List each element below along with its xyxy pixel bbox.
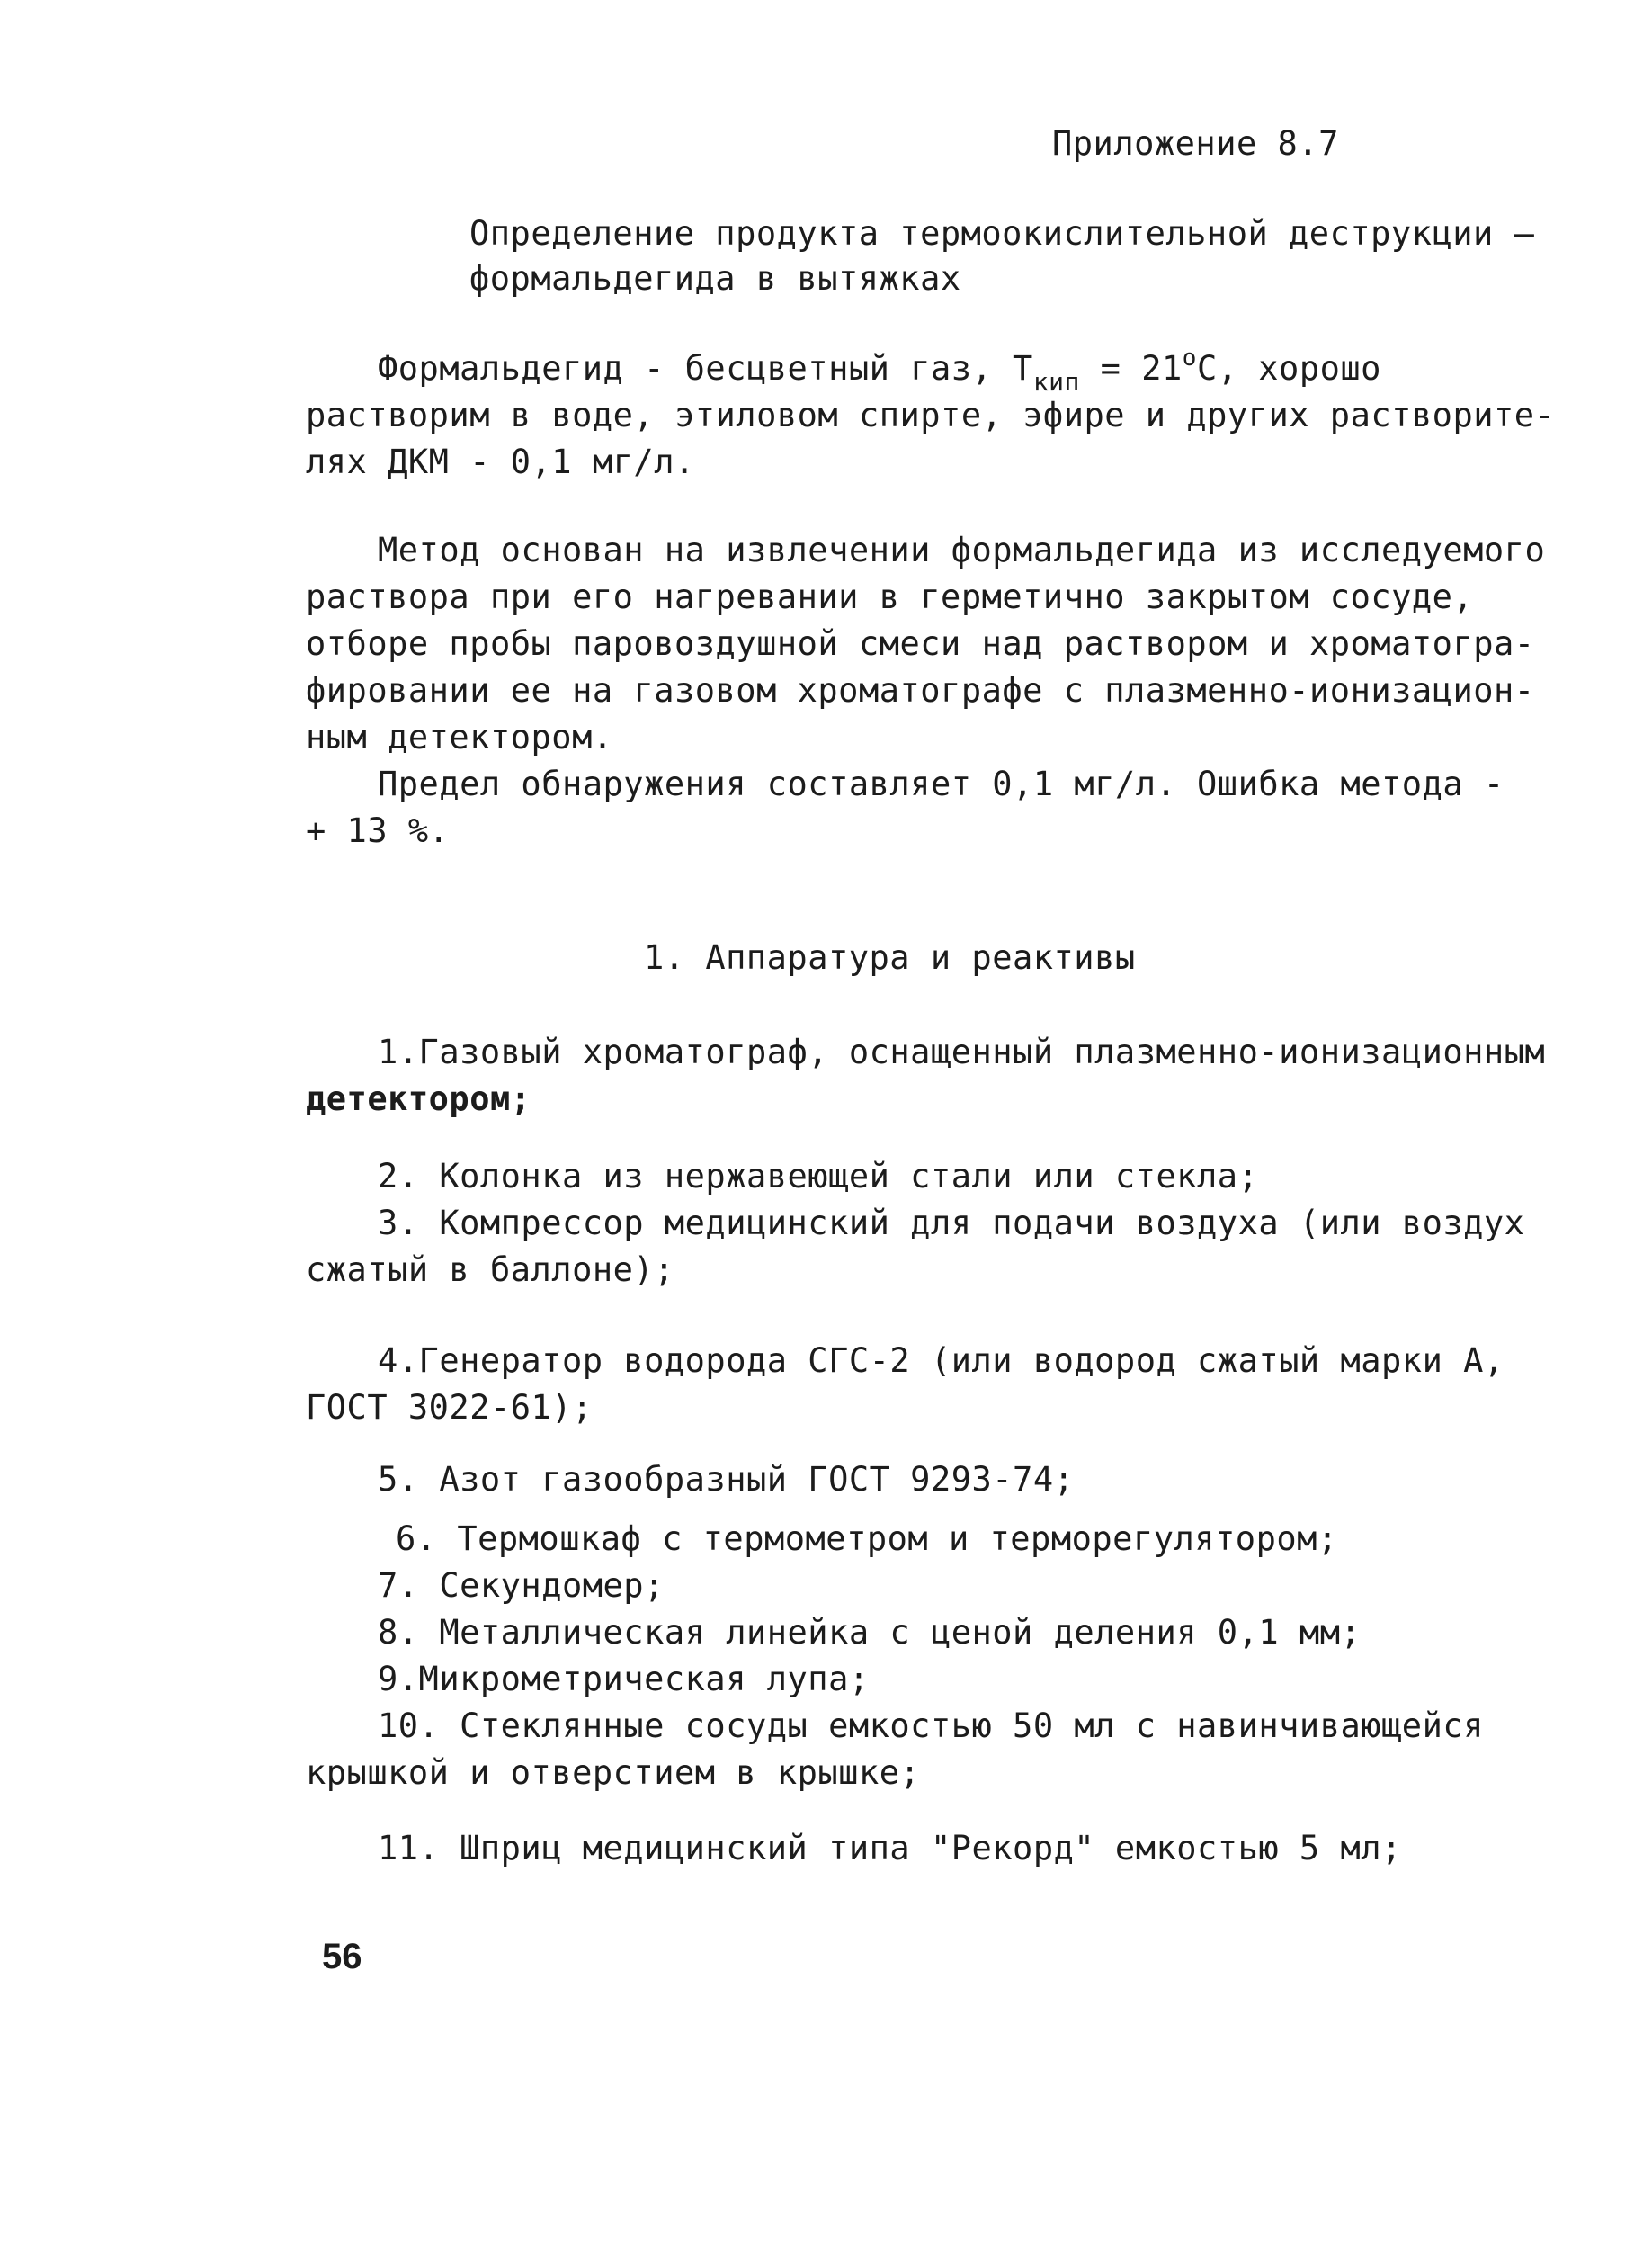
page-number: 56: [322, 1937, 362, 1976]
method-line-7: + 13 %.: [306, 811, 450, 850]
intro-line-1-text: Формальдегид - бесцветный газ, Т: [378, 349, 1033, 388]
degree-superscript: о: [1182, 345, 1197, 372]
item-9: 9.Микрометрическая лупа;: [378, 1660, 870, 1698]
item-8: 8. Металлическая линейка с ценой деления 0,1 мм;: [378, 1613, 1362, 1652]
title-line-2: формальдегида в вытяжках: [469, 259, 961, 298]
item-2: 2. Колонка из нержавеющей стали или стекла;: [378, 1157, 1259, 1196]
item-4-line-2: ГОСТ 3022-61);: [306, 1388, 593, 1427]
item-11: 11. Шприц медицинский типа "Рекорд" емкостью 5 мл;: [378, 1829, 1402, 1867]
method-line-2: раствора при его нагревании в герметично закрытом сосуде,: [306, 578, 1474, 616]
item-7: 7. Секундомер;: [378, 1566, 665, 1605]
intro-line-1: [378, 346, 1381, 395]
method-line-4: фировании ее на газовом хроматографе с плазменно-ионизацион-: [306, 671, 1535, 710]
item-10-line-2: крышкой и отверстием в крышке;: [306, 1753, 921, 1792]
item-1-line-2: детектором;: [306, 1079, 531, 1118]
method-line-1: Метод основан на извлечении формальдегида из исследуемого: [378, 531, 1546, 569]
item-10-line-1: 10. Стеклянные сосуды емкостью 50 мл с навинчивающейся: [378, 1706, 1484, 1745]
method-line-3: отборе пробы паровоздушной смеси над раствором и хроматогра-: [306, 624, 1535, 663]
appendix-label: Приложение 8.7: [1052, 124, 1339, 163]
boiling-point-subscript: кип: [1032, 367, 1080, 397]
title-line-1: Определение продукта термоокислительной деструкции —: [469, 214, 1535, 253]
intro-line-1-rest: С, хорошо: [1196, 349, 1381, 388]
section-heading: 1. Аппаратура и реактивы: [644, 938, 1136, 977]
item-6: 6. Термошкаф с термометром и терморегулятором;: [396, 1519, 1338, 1558]
item-1-line-1: 1.Газовый хроматограф, оснащенный плазменно-ионизационным: [378, 1033, 1546, 1071]
item-3-line-1: 3. Компрессор медицинский для подачи воздуха (или воздух: [378, 1204, 1525, 1242]
item-5: 5. Азот газообразный ГОСТ 9293-74;: [378, 1460, 1075, 1499]
intro-line-1-value: = 21: [1079, 349, 1183, 388]
method-line-5: ным детектором.: [306, 718, 613, 757]
intro-line-3: лях ДКМ - 0,1 мг/л.: [306, 443, 695, 481]
method-line-6: Предел обнаружения составляет 0,1 мг/л. Ошибка метода -: [378, 765, 1505, 803]
item-3-line-2: сжатый в баллоне);: [306, 1250, 674, 1289]
item-4-line-1: 4.Генератор водорода СГС-2 (или водород сжатый марки А,: [378, 1341, 1505, 1380]
intro-line-2: растворим в воде, этиловом спирте, эфире и других растворите-: [306, 396, 1556, 434]
